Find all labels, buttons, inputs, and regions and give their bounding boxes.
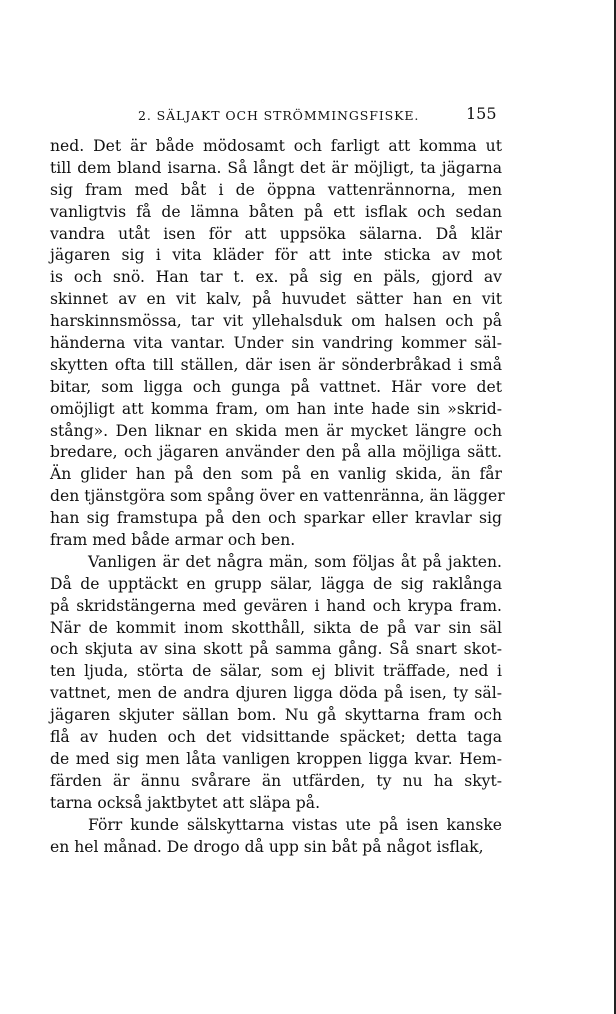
text-line: de med sig men låta vanligen kroppen ligga kvar. Hem- [50,749,502,768]
paragraph [50,815,502,859]
text-line: ned. Det är både mödosamt och farligt att komma ut [50,137,502,155]
text-line: jägaren sig i vita kläder för att inte sticka av mot [50,246,502,265]
text-line: Än glider han på den som på en vanlig skida, än får [50,465,502,484]
text-line: på skridstängerna med gevären i hand och krypa fram. [50,596,502,615]
text-line: Vanligen är det några män, som följas åt på jakten. [88,552,502,571]
text-line: och skjuta av sina skott på samma gång. Så snart skot- [50,640,502,659]
text-line: Då de upptäckt en grupp sälar, lägga de sig raklånga [50,574,502,593]
text-line: till dem bland isarna. Så långt det är möjligt, ta jägarna [50,158,502,177]
paragraph [50,136,505,552]
text-line: skytten ofta till ställen, där isen är sönderbråkad i små [50,355,502,374]
text-line: vanligtvis få de lämna båten på ett isflak och sedan [50,202,502,221]
text-line: omöjligt att komma fram, om han inte hade sin »skrid- [50,399,502,418]
text-line: is och snö. Han tar t. ex. på sig en päls, gjord av [50,268,502,287]
page-number: 155 [466,104,497,123]
text-line: harskinnsmössa, tar vit yllehalsduk om halsen och på [50,312,502,331]
text-line: händerna vita vantar. Under sin vandring kommer säl- [50,334,502,353]
text-line: ten ljuda, störta de sälar, som ej blivit träffade, ned i [50,662,502,681]
text-line: flå av huden och det vidsittande späcket; detta taga [50,728,502,747]
text-line: sig fram med båt i de öppna vattenrännorna, men [50,180,502,199]
text-line: bredare, och jägaren använder den på alla möjliga sätt. [50,443,502,462]
body-text [50,136,505,858]
text-line: skinnet av en vit kalv, på huvudet sätter han en vit [50,290,502,309]
text-line: han sig framstupa på den och sparkar eller kravlar sig [50,509,502,528]
text-line: stång». Den liknar en skida men är mycket längre och [50,421,502,440]
text-line: När de kommit inom skotthåll, sikta de på var sin säl [50,618,502,637]
text-line: Förr kunde sälskyttarna vistas ute på isen kanske [88,815,502,834]
chapter-heading: 2. SÄLJAKT OCH STRÖMMINGSFISKE. [138,108,420,123]
text-line: bitar, som ligga och gunga på vattnet. Här vore det [50,377,502,396]
text-line: jägaren skjuter sällan bom. Nu gå skyttarna fram och [50,706,502,725]
text-line: en hel månad. De drogo då upp sin båt på något isflak, [50,837,484,856]
text-line: tarna också jaktbytet att släpa på. [50,793,321,812]
text-line: fram med både armar och ben. [50,531,296,550]
text-line: vandra utåt isen för att uppsöka sälarna. Då klär [50,224,502,243]
text-line: färden är ännu svårare än utfärden, ty nu ha skyt- [50,771,502,790]
text-line: den tjänstgöra som spång över en vattenränna, än lägger [50,487,505,506]
text-line: vattnet, men de andra djuren ligga döda på isen, ty säl- [50,684,502,703]
paragraph [50,552,502,815]
